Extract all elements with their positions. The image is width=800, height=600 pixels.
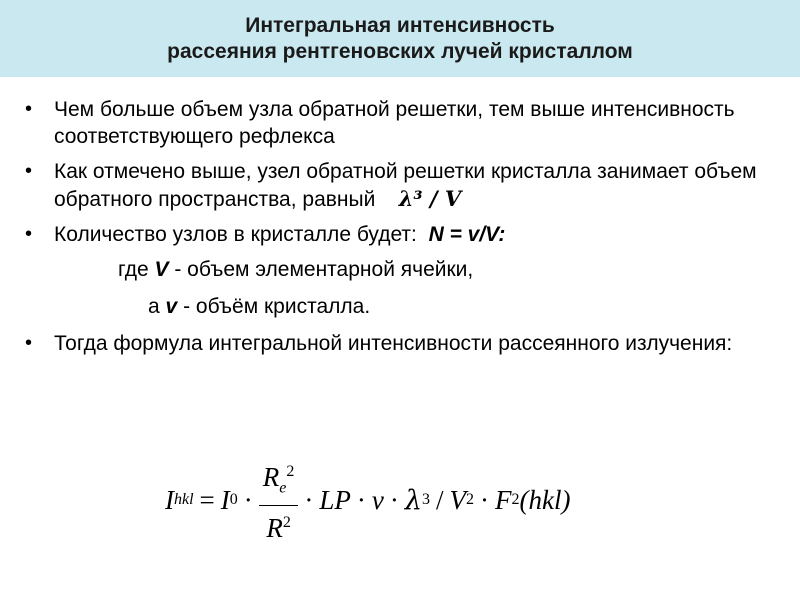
formula-symbol: V (449, 484, 467, 515)
definition-prefix: где (118, 258, 149, 281)
formula-operator: = (199, 484, 215, 515)
formula-superscript: 2 (286, 462, 295, 480)
node-count-expression: N = v/V: (428, 223, 506, 246)
title-band (0, 0, 800, 77)
lambda-volume-expression: λ³ / V (398, 186, 462, 211)
bullet-list (0, 96, 800, 365)
bullet-item (0, 96, 800, 150)
intensity-formula (165, 460, 571, 544)
bullet-text: Как отмечено выше, узел обратной решетки кристалла занимает объем обратного пространства, равный (54, 160, 757, 211)
formula-superscript: 2 (282, 514, 291, 532)
formula-subscript: 0 (229, 491, 238, 508)
definition-text: - объём кристалла. (183, 295, 371, 318)
definition-variable: v (165, 295, 178, 318)
formula-subscript: hkl (174, 491, 194, 508)
formula-operator: · (356, 484, 366, 515)
definition-line (0, 293, 800, 320)
formula-symbol: LP (319, 484, 351, 515)
bullet-text: Чем больше объем узла обратной решетки, тем выше интенсивность соответствующего рефлекса (54, 98, 735, 148)
formula-superscript: 2 (466, 491, 475, 508)
bullet-item (0, 221, 800, 248)
formula-operator: / (436, 484, 444, 515)
definition-text: - объем элементарной ячейки, (174, 258, 474, 281)
bullet-text: Количество узлов в кристалле будет: (54, 223, 417, 246)
formula-argument: (hkl) (519, 484, 571, 515)
slide-title-line1: Интегральная интенсивность (245, 13, 555, 37)
formula-superscript: 2 (511, 491, 520, 508)
bullet-dot-icon: • (25, 223, 33, 245)
formula-superscript: 3 (422, 491, 431, 508)
bullet-item (0, 330, 800, 357)
definition-line (0, 256, 800, 283)
formula-fraction (259, 457, 299, 543)
formula-symbol: I (165, 484, 174, 515)
formula-symbol: λ (404, 484, 423, 516)
formula-symbol: R (262, 461, 280, 492)
definition-prefix: а (148, 295, 160, 318)
formula-operator: · (389, 484, 399, 515)
formula-symbol: R (266, 513, 283, 544)
formula-operator: · (304, 484, 314, 515)
fraction-denominator (262, 506, 295, 543)
bullet-item (0, 158, 800, 213)
definition-variable: V (154, 258, 169, 281)
fraction-numerator (259, 457, 299, 506)
formula-subscript: e (279, 479, 287, 497)
bullet-text: Тогда формула интегральной интенсивности рассеянного излучения: (54, 332, 733, 355)
formula-symbol: F (495, 484, 512, 515)
formula-symbol: I (220, 484, 230, 515)
slide-title-line2: рассеяния рентгеновских лучей кристаллом (167, 39, 633, 63)
formula-symbol: v (371, 484, 384, 515)
formula-operator: · (480, 484, 490, 515)
bullet-dot-icon: • (25, 332, 33, 354)
formula-operator: · (243, 484, 253, 515)
bullet-dot-icon: • (25, 98, 33, 120)
bullet-dot-icon: • (25, 160, 33, 182)
